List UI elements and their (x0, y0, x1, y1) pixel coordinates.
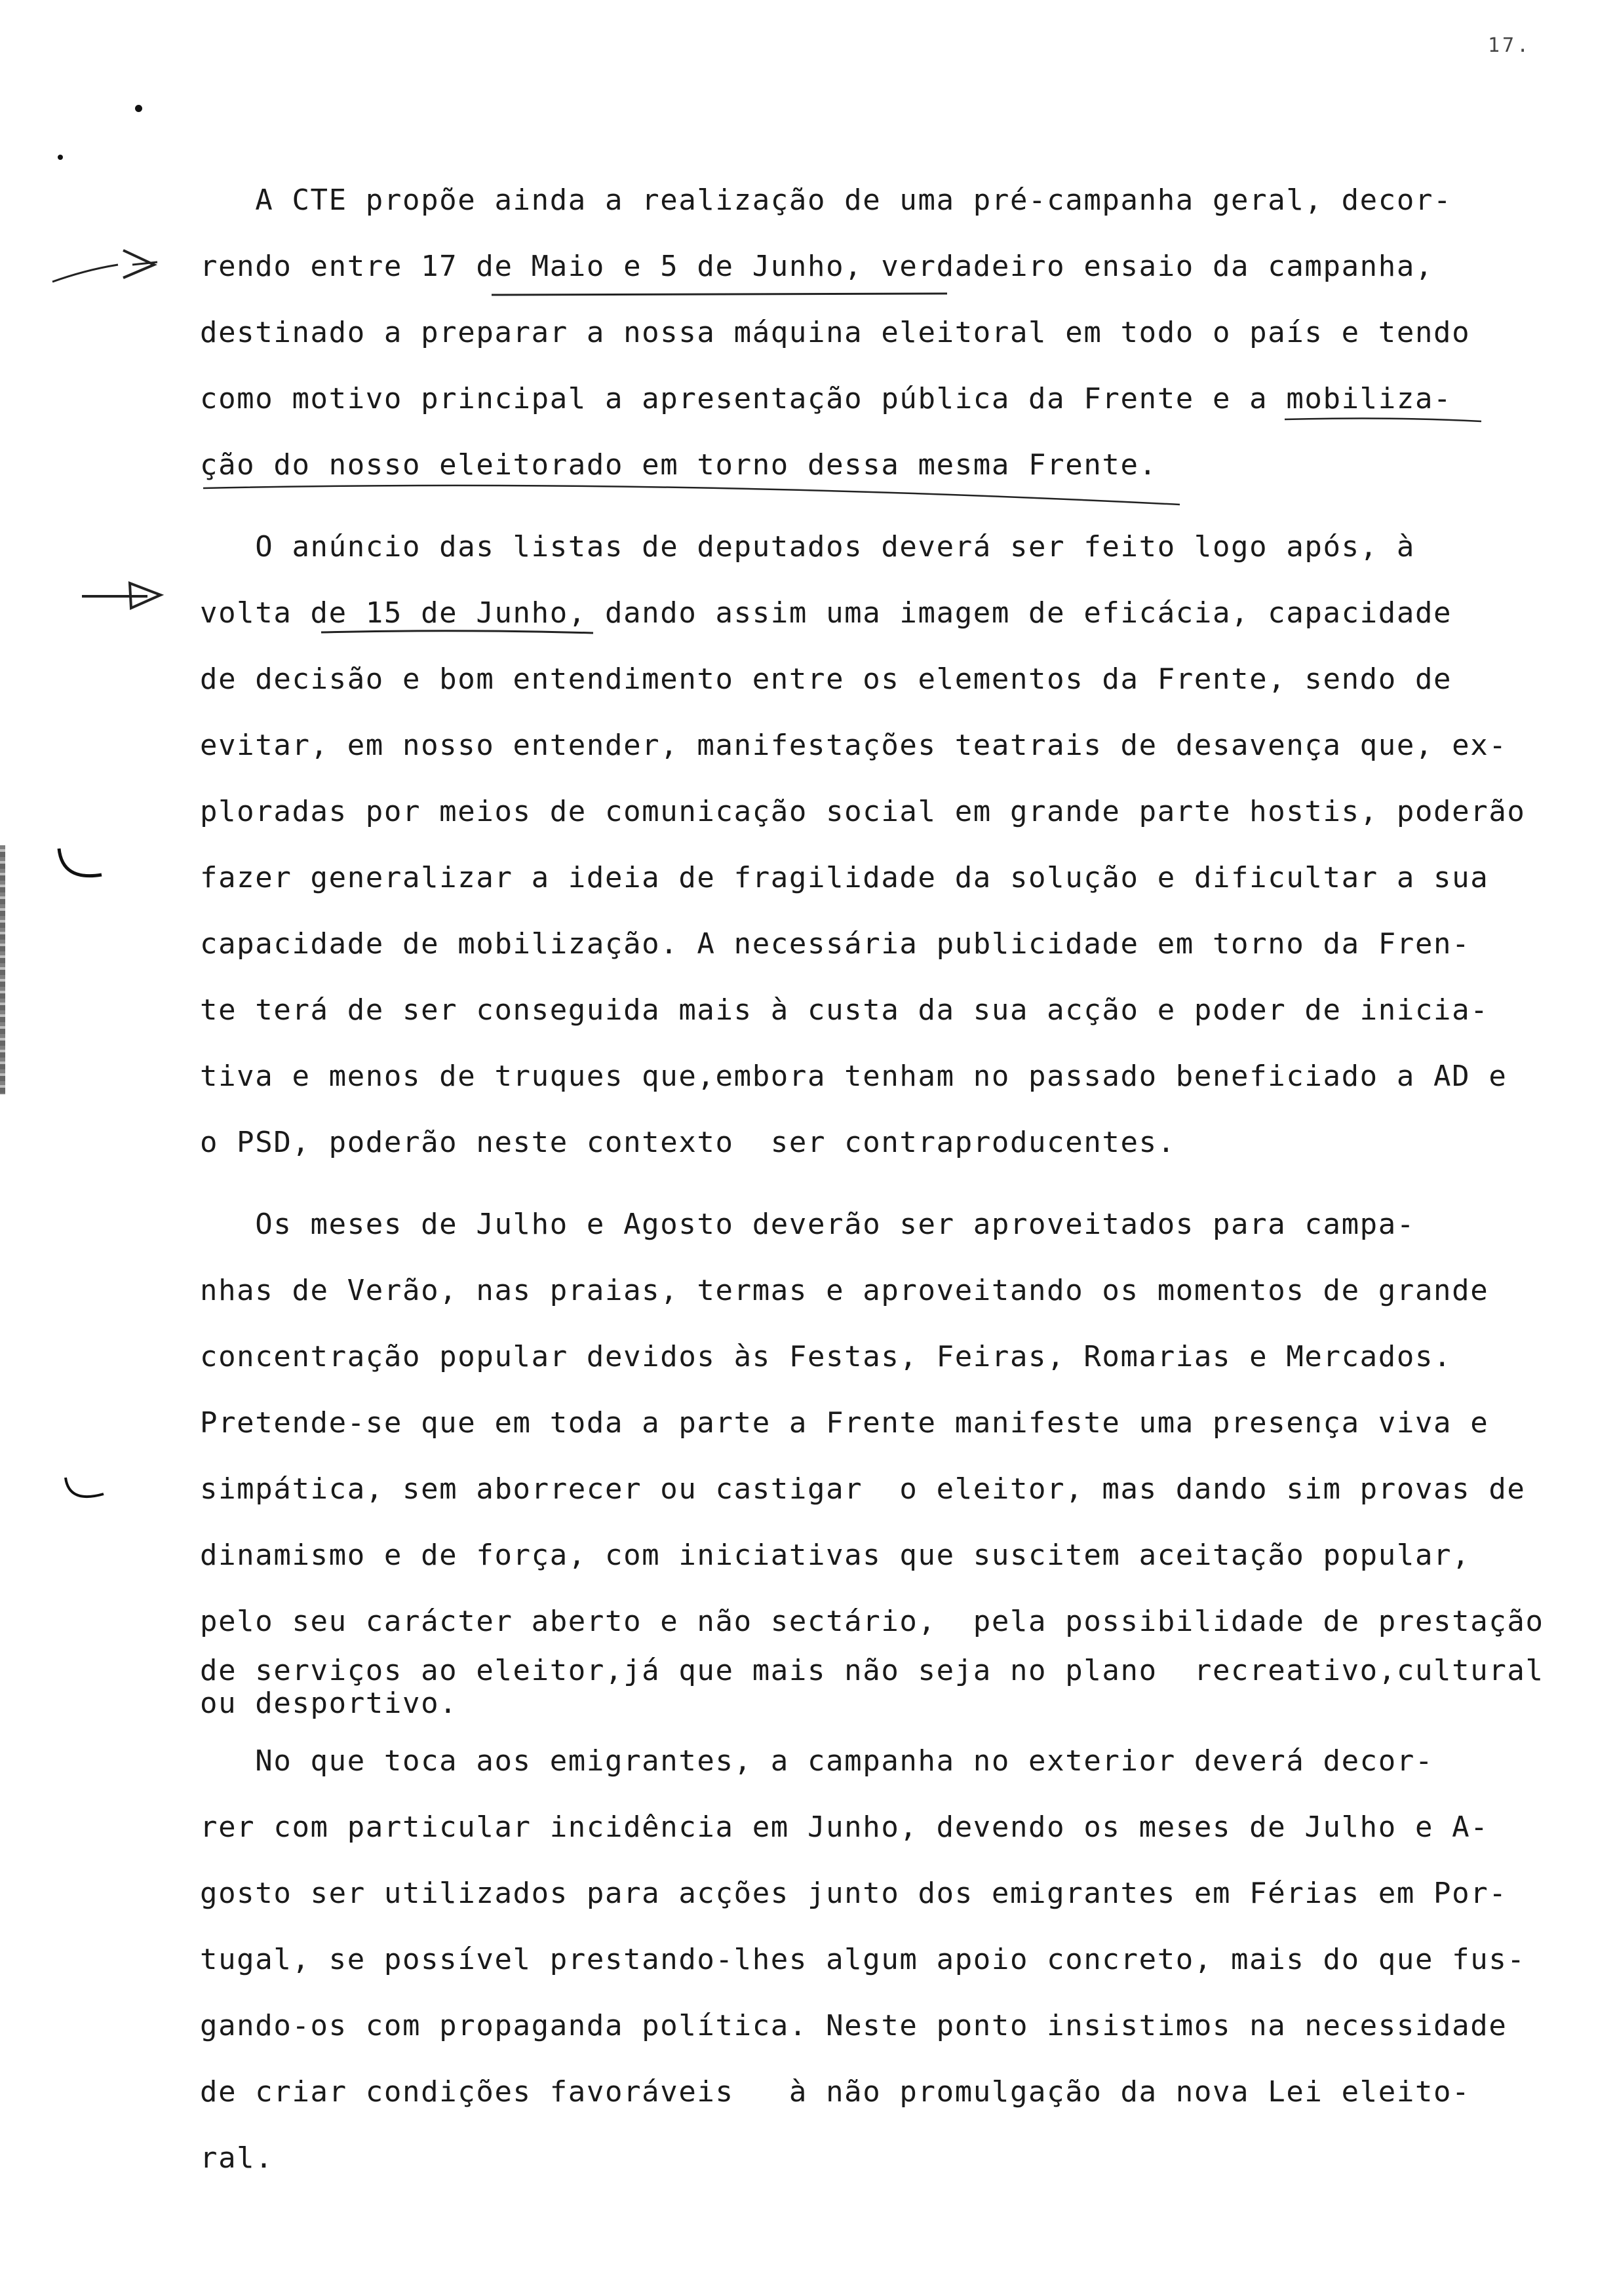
text-line: gosto ser utilizados para acções junto dos emigrantes em Férias em Por- (200, 1877, 1508, 1910)
paragraph (200, 167, 1603, 498)
text-line: ral. (200, 2141, 274, 2175)
bracket-annotation-icon (52, 845, 111, 891)
paragraph (200, 514, 1603, 1176)
text-line: ploradas por meios de comunicação social em grande parte hostis, poderão (200, 795, 1526, 828)
text-line: tugal, se possível prestando-lhes algum apoio concreto, mais do que fus- (200, 1943, 1526, 1976)
text-line: rendo entre 17 de Maio e 5 de Junho, verdadeiro ensaio da campanha, (200, 250, 1434, 283)
text-line: O anúncio das listas de deputados deverá ser feito logo após, à (200, 530, 1415, 564)
bracket-annotation-icon (59, 1474, 111, 1514)
text-line: volta de 15 de Junho, dando assim uma imagem de eficácia, capacidade (200, 596, 1452, 630)
text-line: Pretende-se que em toda a parte a Frente manifeste uma presença viva e (200, 1406, 1489, 1440)
paragraph (200, 1191, 1603, 1720)
ink-dot (135, 105, 142, 112)
text-line: concentração popular devidos às Festas, Feiras, Romarias e Mercados. (200, 1340, 1452, 1373)
document-body (200, 167, 1603, 2191)
scan-edge (0, 845, 5, 1094)
text-line: No que toca aos emigrantes, a campanha no exterior deverá decor- (200, 1744, 1434, 1778)
text-line: dinamismo e de força, com iniciativas que suscitem aceitação popular, (200, 1539, 1471, 1572)
text-line: rer com particular incidência em Junho, devendo os meses de Julho e A- (200, 1810, 1489, 1844)
text-line: destinado a preparar a nossa máquina eleitoral em todo o país e tendo (200, 316, 1471, 349)
text-line: de decisão e bom entendimento entre os elementos da Frente, sendo de (200, 662, 1452, 696)
text-line: A CTE propõe ainda a realização de uma pré-campanha geral, decor- (200, 183, 1452, 217)
text-line: gando-os com propaganda política. Neste ponto insistimos na necessidade (200, 2009, 1508, 2042)
text-line: nhas de Verão, nas praias, termas e aproveitando os momentos de grande (200, 1274, 1489, 1307)
paragraph (200, 1728, 1603, 2191)
text-line: de serviços ao eleitor,já que mais não seja no plano recreativo,cultural (200, 1654, 1544, 1687)
text-line: simpática, sem aborrecer ou castigar o eleitor, mas dando sim provas de (200, 1472, 1526, 1506)
page-number: 17. (1488, 34, 1532, 57)
ink-dot (58, 155, 63, 160)
text-line: pelo seu carácter aberto e não sectário, pela possibilidade de prestação (200, 1605, 1544, 1638)
text-line: te terá de ser conseguida mais à custa da sua acção e poder de inicia- (200, 993, 1489, 1027)
text-line: ou desportivo. (200, 1687, 458, 1720)
arrow-annotation-icon (46, 236, 177, 295)
text-line: ção do nosso eleitorado em torno dessa mesma Frente. (200, 448, 1158, 482)
text-line: Os meses de Julho e Agosto deverão ser aproveitados para campa- (200, 1208, 1415, 1241)
text-line: como motivo principal a apresentação pública da Frente e a mobiliza- (200, 382, 1452, 415)
text-line: evitar, em nosso entender, manifestações teatrais de desavença que, ex- (200, 729, 1508, 762)
text-line: fazer generalizar a ideia de fragilidade da solução e dificultar a sua (200, 861, 1489, 894)
text-line: de criar condições favoráveis à não promulgação da nova Lei eleito- (200, 2075, 1471, 2109)
text-line: capacidade de mobilização. A necessária publicidade em torno da Fren- (200, 927, 1471, 961)
arrow-annotation-icon (79, 577, 184, 616)
text-line: tiva e menos de truques que,embora tenham no passado beneficiado a AD e (200, 1060, 1508, 1093)
text-line: o PSD, poderão neste contexto ser contraproducentes. (200, 1126, 1176, 1159)
